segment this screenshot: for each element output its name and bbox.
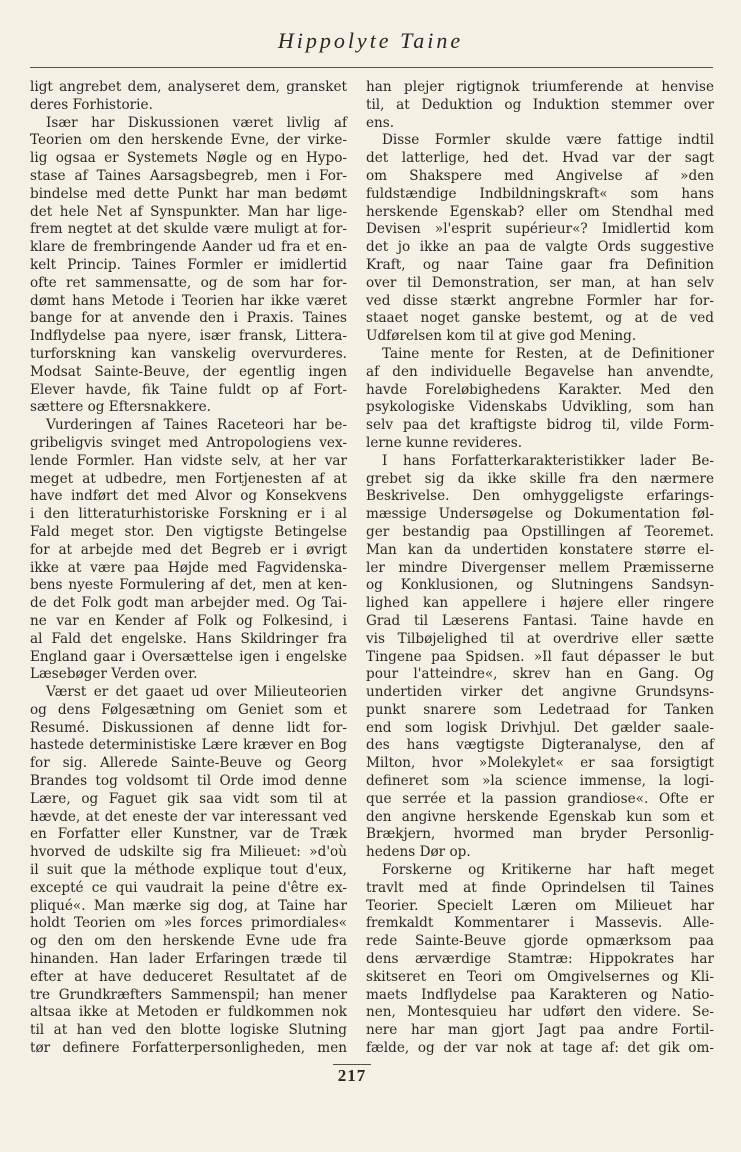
text-line: end som logisk Drivhjul. Det gælder saale- [366,719,714,736]
text-line: il suit que la méthode explique tout d'eux, [30,862,347,879]
paragraph [366,346,714,453]
text-line: bindelse med dette Punkt har man bedømt [30,185,347,202]
text-line: det latterlige, hed det. Hvad var der sagt [366,150,714,167]
text-line: mæssige Undersøgelse og Dokumentation føl- [366,506,714,523]
text-line: have indført det med Alvor og Konsekvens [30,488,347,505]
text-line: Lære, og Faguet gik saa vidt som til at [30,790,347,807]
text-line: Forskerne og Kritikerne har haft meget [382,862,714,879]
text-line: tør definere Forfatterpersonligheden, men [30,1040,347,1057]
paragraph [366,862,714,1058]
text-line: havde Foreløbighedens Karakter. Med den [366,381,714,398]
text-line: grebet sig da ikke skille fra den nærmere [366,470,714,487]
text-line: til, at Deduktion og Induktion stemmer over [366,96,714,113]
text-line: ens. [366,114,395,131]
text-line: Indflydelse paa nyere, især fransk, Littera- [30,328,347,345]
text-line: altsaa ikke at Metoden er fuldkommen nok [30,1004,347,1021]
text-line: rede Sainte-Beuve gjorde opmærksom paa [366,933,714,950]
text-line: pliqué«. Man mærke sig dog, at Taine har [30,897,347,914]
text-column-left [30,79,347,1058]
text-line: om Shakspere med Angivelse af »den [366,167,714,184]
text-line: psykologiske Videnskabs Udvikling, som han [366,399,714,416]
text-line: ler mindre Divergenser mellem Præmisserne [366,559,714,576]
text-line: dens ærværdige Stamtræ: Hippokrates har [366,951,714,968]
text-line: lerne kunne revideres. [366,434,523,451]
text-line: ikke at være paa Højde med Fagvidenska- [30,559,347,576]
text-line: Fald meget stor. Den vigtigste Betingelse [30,523,347,540]
text-line: Tingene paa Spidsen. »Il faut dépasser le but [366,648,714,665]
text-line: Taine mente for Resten, at de Definitioner [382,345,714,362]
text-line: meget at udbedre, men Fortjenesten af at [30,470,347,487]
text-line: nen, Montesquieu har udført den videre. Se- [366,1004,714,1021]
text-line: defineret som »la science immense, la logi- [366,773,714,790]
text-line: punkt snarere som Ledetraad for Tanken [366,701,714,718]
text-line: fælde, og der var nok at tage af: det gik om- [366,1040,714,1057]
text-line: England gaar i Oversættelse igen i engelske [30,648,347,665]
text-line: travlt med at finde Oprindelsen til Taines [366,879,714,896]
paragraph [30,79,347,115]
text-line: hastede deterministiske Lære kræver en Bog [30,737,347,754]
text-line: Teorien om den herskende Evne, der virke- [30,132,347,149]
paragraph [366,132,714,346]
text-line: for at arbejde med det Begreb er i øvrigt [30,541,347,558]
text-line: excepté ce qui vaudrait la peine d'être ex- [30,879,347,896]
text-line: ligt angrebet dem, analyseret dem, gransket [30,79,347,95]
header-divider [30,67,713,68]
text-line: klare de frembringende Aander ud fra et en- [30,239,347,256]
text-column-right [366,79,714,1058]
text-line: staaet noget ganske bestemt, og at de ved [366,310,714,327]
paragraph [366,453,714,862]
text-line: Disse Formler skulde være fattige indtil [382,132,714,149]
text-line: al Fald det engelske. Hans Skildringer fra [30,630,347,647]
text-line: til at han ved den blotte logiske Slutning [30,1022,347,1039]
text-line: Værst er det gaaet ud over Milieuteorien [46,684,347,701]
text-line: ger bestandig paa Opstillingen af Teoremet. [366,523,714,540]
text-line: pour l'atteindre«, skrev han en Gang. Og [366,666,714,683]
text-line: og den om den herskende Evne ude fra [30,933,347,950]
text-line: dømt hans Metode i Teorien har ikke været [30,292,347,309]
text-line: skitseret en Teori om Omgivelsernes og Kli- [366,968,714,985]
text-line: Modsat Sainte-Beuve, der egentlig ingen [30,363,347,380]
text-line: hvorved de udskilte sig fra Milieuet: »d'où [30,844,347,861]
text-line: efter at have deduceret Resultatet af de [30,968,347,985]
text-line: Læsebøger Verden over. [30,666,198,683]
text-line: turforskning kan vanskelig overvurderes. [30,345,347,362]
text-line: herskende Egenskab? eller om Stendhal med [366,203,714,220]
text-line: Milton, hvor »Molekylet« er saa forsigtigt [366,755,714,772]
text-line: holdt Teorien om »les forces primordiales« [30,915,347,932]
text-line: que serrée et la passion grandiose«. Ofte er [366,790,714,807]
text-line: Kraft, og naar Taine gaar fra Definition [366,256,714,273]
text-line: sættere og Eftersnakkere. [30,399,211,416]
text-line: Man kan da undertiden konstatere større el- [366,541,714,558]
text-line: stase af Taines Aarsagsbegreb, men i For- [30,167,347,184]
text-line: den angivne herskende Egenskab kun som et [366,808,714,825]
text-line: bange for at anvende den i Praxis. Taines [30,310,347,327]
text-line: gribeligvis svinget med Antropologiens vex- [30,434,347,451]
text-line: hedens Dør op. [366,844,471,861]
text-line: de det Folk godt man arbejder med. Og Tai- [30,595,347,612]
text-line: Udførelsen kom til at give god Mening. [366,328,637,345]
text-line: maets Indflydelse paa Karakteren og Natio- [366,986,714,1003]
text-line: Især har Diskussionen været livlig af [46,114,347,131]
text-line: lig ogsaa er Systemets Nøgle og en Hypo- [30,150,347,167]
text-line: hinanden. Han lader Erfaringen træde til [30,951,347,968]
text-line: Vurderingen af Taines Raceteori har be- [46,417,347,434]
text-line: for sig. Allerede Sainte-Beuve og Georg [30,755,347,772]
paragraph [30,684,347,1058]
text-line: fremkaldt Kommentarer i Massevis. Alle- [366,915,714,932]
text-line: Devisen »l'esprit supérieur«? Imidlertid kom [366,221,714,238]
page-number-divider [333,1064,371,1065]
page-number: 217 [337,1066,367,1085]
text-line: Beskrivelse. Den omhyggeligste erfarings- [366,488,714,505]
text-line: hævde, at det eneste der var interessant ved [30,808,347,825]
text-line: ved disse stærkt angrebne Formler har for- [366,292,714,309]
text-line: Brandes tog voldsomt til Orde imod denne [30,773,347,790]
paragraph [30,115,347,418]
text-line: I hans Forfatterkarakteristikker lader Be- [382,452,714,469]
text-line: det hele Net af Synspunkter. Man har lige- [30,203,347,220]
text-line: nere har man gjort Jagt paa andre Fortil- [366,1022,714,1039]
text-line: ofte ret sammensatte, og de som har for- [30,274,347,291]
text-line: frem negtet at det skulde være muligt at for- [30,221,347,238]
text-line: han plejer rigtignok triumferende at henvise [366,79,714,95]
text-line: ne var en Kender af Folk og Folkesind, i [30,612,347,629]
text-line: en Forfatter eller Kunstner, var de Træk [30,826,347,843]
text-line: selv paa det kraftigste bidrog til, vilde Form- [366,417,714,434]
text-line: Resumé. Diskussionen af denne lidt for- [30,719,347,736]
text-line: lighed kan appellere i højere eller ringere [366,595,714,612]
paragraph [366,79,714,132]
text-line: Brækjern, hvormed man bryder Personlig- [366,826,714,843]
text-line: og Konklusionen, og Slutningens Sandsyn- [366,577,714,594]
paragraph [30,417,347,684]
text-line: over til Demonstration, ser man, at han selv [366,274,714,291]
text-line: bens nyeste Formulering af det, men at ken- [30,577,347,594]
text-line: Grad til Læserens Fantasi. Taine havde en [366,612,714,629]
text-line: lende Formler. Han vidste selv, at her var [30,452,347,469]
text-line: vis Tilbøjelighed til at overdrive eller sætte [366,630,714,647]
text-line: deres Forhistorie. [30,96,153,113]
text-line: det jo ikke an paa de valgte Ords suggestive [366,239,714,256]
text-line: af den individuelle Begavelse han anvendte, [366,363,714,380]
header-title: Hippolyte Taine [277,28,464,53]
text-line: des hans vægtigste Digteranalyse, den af [366,737,714,754]
text-line: undertiden virker det angivne Grundsyns- [366,684,714,701]
text-line: i den litteraturhistoriske Forskning er i al [30,506,347,523]
text-line: Teorier. Specielt Læren om Milieuet har [366,897,714,914]
text-line: Elever havde, fik Taine fuldt op af Fort- [30,381,347,398]
text-line: tre Grundkræfters Sammenspil; han mener [30,986,347,1003]
text-line: kelt Princip. Taines Formler er imidlertid [30,256,347,273]
text-line: fuldstændige Indbildningskraft« som hans [366,185,714,202]
text-line: og dens Følgesætning om Geniet som et [30,701,347,718]
